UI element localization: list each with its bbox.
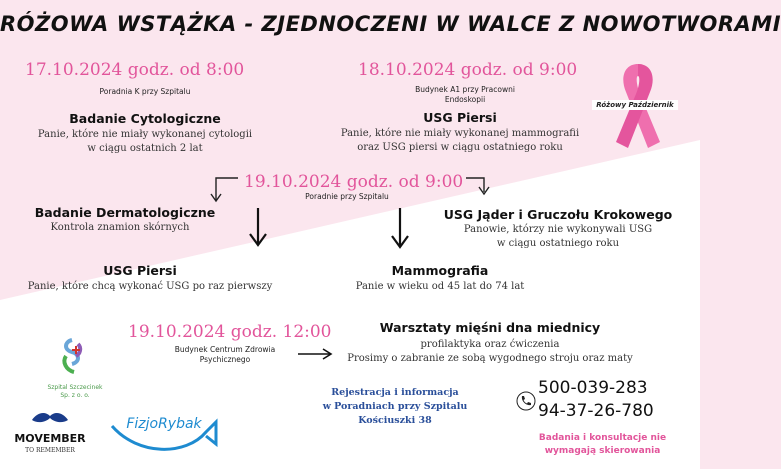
szpital-logo-text [40,384,110,400]
event4-desc-line2: Prosimy o zabranie ze sobą wygodnego stroju oraz maty [347,353,633,364]
event4-date: 19.10.2024 godz. 12:00 [128,322,332,342]
registration-info [300,386,490,428]
event3-derm-name: Badanie Dermatologiczne [34,205,216,220]
event1-name: Badanie Cytologiczne [69,111,221,126]
event3-usg-jader-desc-line1: Panowie, którzy nie wykonywali USG [463,224,653,235]
referral-note [520,432,685,458]
event2-place-line2: Endoskopii [444,95,486,104]
event4-place-line2: Psychicznego [199,355,251,364]
event2-name: USG Piersi [423,110,497,125]
mustache-icon [30,412,70,426]
movember-logo-text: MOVEMBER [14,432,86,445]
referral-note-line1: Badania i konsultacje nie [538,433,667,443]
phone-number-1[interactable]: 500-039-283 [538,378,648,398]
event2-date: 18.10.2024 godz. od 9:00 [358,60,578,80]
event2-desc [320,127,600,155]
event3-usg-piersi-desc: Panie, które chcą wykonać USG po raz pierwszy [27,281,273,292]
registration-line3: Kościuszki 38 [358,415,432,426]
event1-desc-line1: Panie, które nie miały wykonanej cytologii [37,129,253,140]
phone-number-2[interactable]: 94-37-26-780 [538,401,654,421]
ribbon-label: Różowy Październik [592,100,678,110]
szpital-logo-line1: Szpital Szczecinek [47,384,103,391]
referral-note-line2: wymagają skierowania [544,446,661,456]
movember-logo-subtext: TO REMEMBER [25,447,75,454]
event4-desc-line1: profilaktyka oraz ćwiczenia [420,339,560,350]
event3-mammografia-desc: Panie w wieku od 45 lat do 74 lat [355,281,525,292]
szpital-logo-line2: Sp. z o. o. [60,392,90,399]
phone-icon [516,391,536,411]
szpital-logo-icon [52,336,92,376]
registration-line2: w Poradniach przy Szpitalu [322,401,468,412]
event2-desc-line1: Panie, które nie miały wykonanej mammografii [340,128,580,139]
event2-desc-line2: oraz USG piersi w ciągu ostatniego roku [357,142,563,153]
event3-place: Poradnie przy Szpitalu [305,192,389,201]
event1-date: 17.10.2024 godz. od 8:00 [25,60,245,80]
page-title: RÓŻOWA WSTĄŻKA - ZJEDNOCZENI W WALCE Z NOWOTWORAMI [0,12,781,36]
event4-name: Warsztaty mięśni dna miednicy [379,320,601,335]
event1-desc-line2: w ciągu ostatnich 2 lat [87,143,203,154]
fizjorybak-logo-text: FizjoRybak [126,416,202,432]
registration-line1: Rejestracja i informacja [331,387,459,398]
event3-date: 19.10.2024 godz. od 9:00 [244,172,464,192]
event2-place-line1: Budynek A1 przy Pracowni [415,85,515,94]
event3-usg-jader-name: USG Jąder i Gruczołu Krokowego [443,207,673,222]
event1-place: Poradnia K przy Szpitalu [99,87,191,96]
event1-desc [15,128,275,156]
event4-place-line1: Budynek Centrum Zdrowia [174,345,276,354]
event3-usg-jader-desc-line2: w ciągu ostatniego roku [496,238,620,249]
event3-usg-piersi-name: USG Piersi [103,263,177,278]
event3-mammografia-name: Mammografia [391,263,489,278]
event3-derm-desc: Kontrola znamion skórnych [50,222,190,233]
